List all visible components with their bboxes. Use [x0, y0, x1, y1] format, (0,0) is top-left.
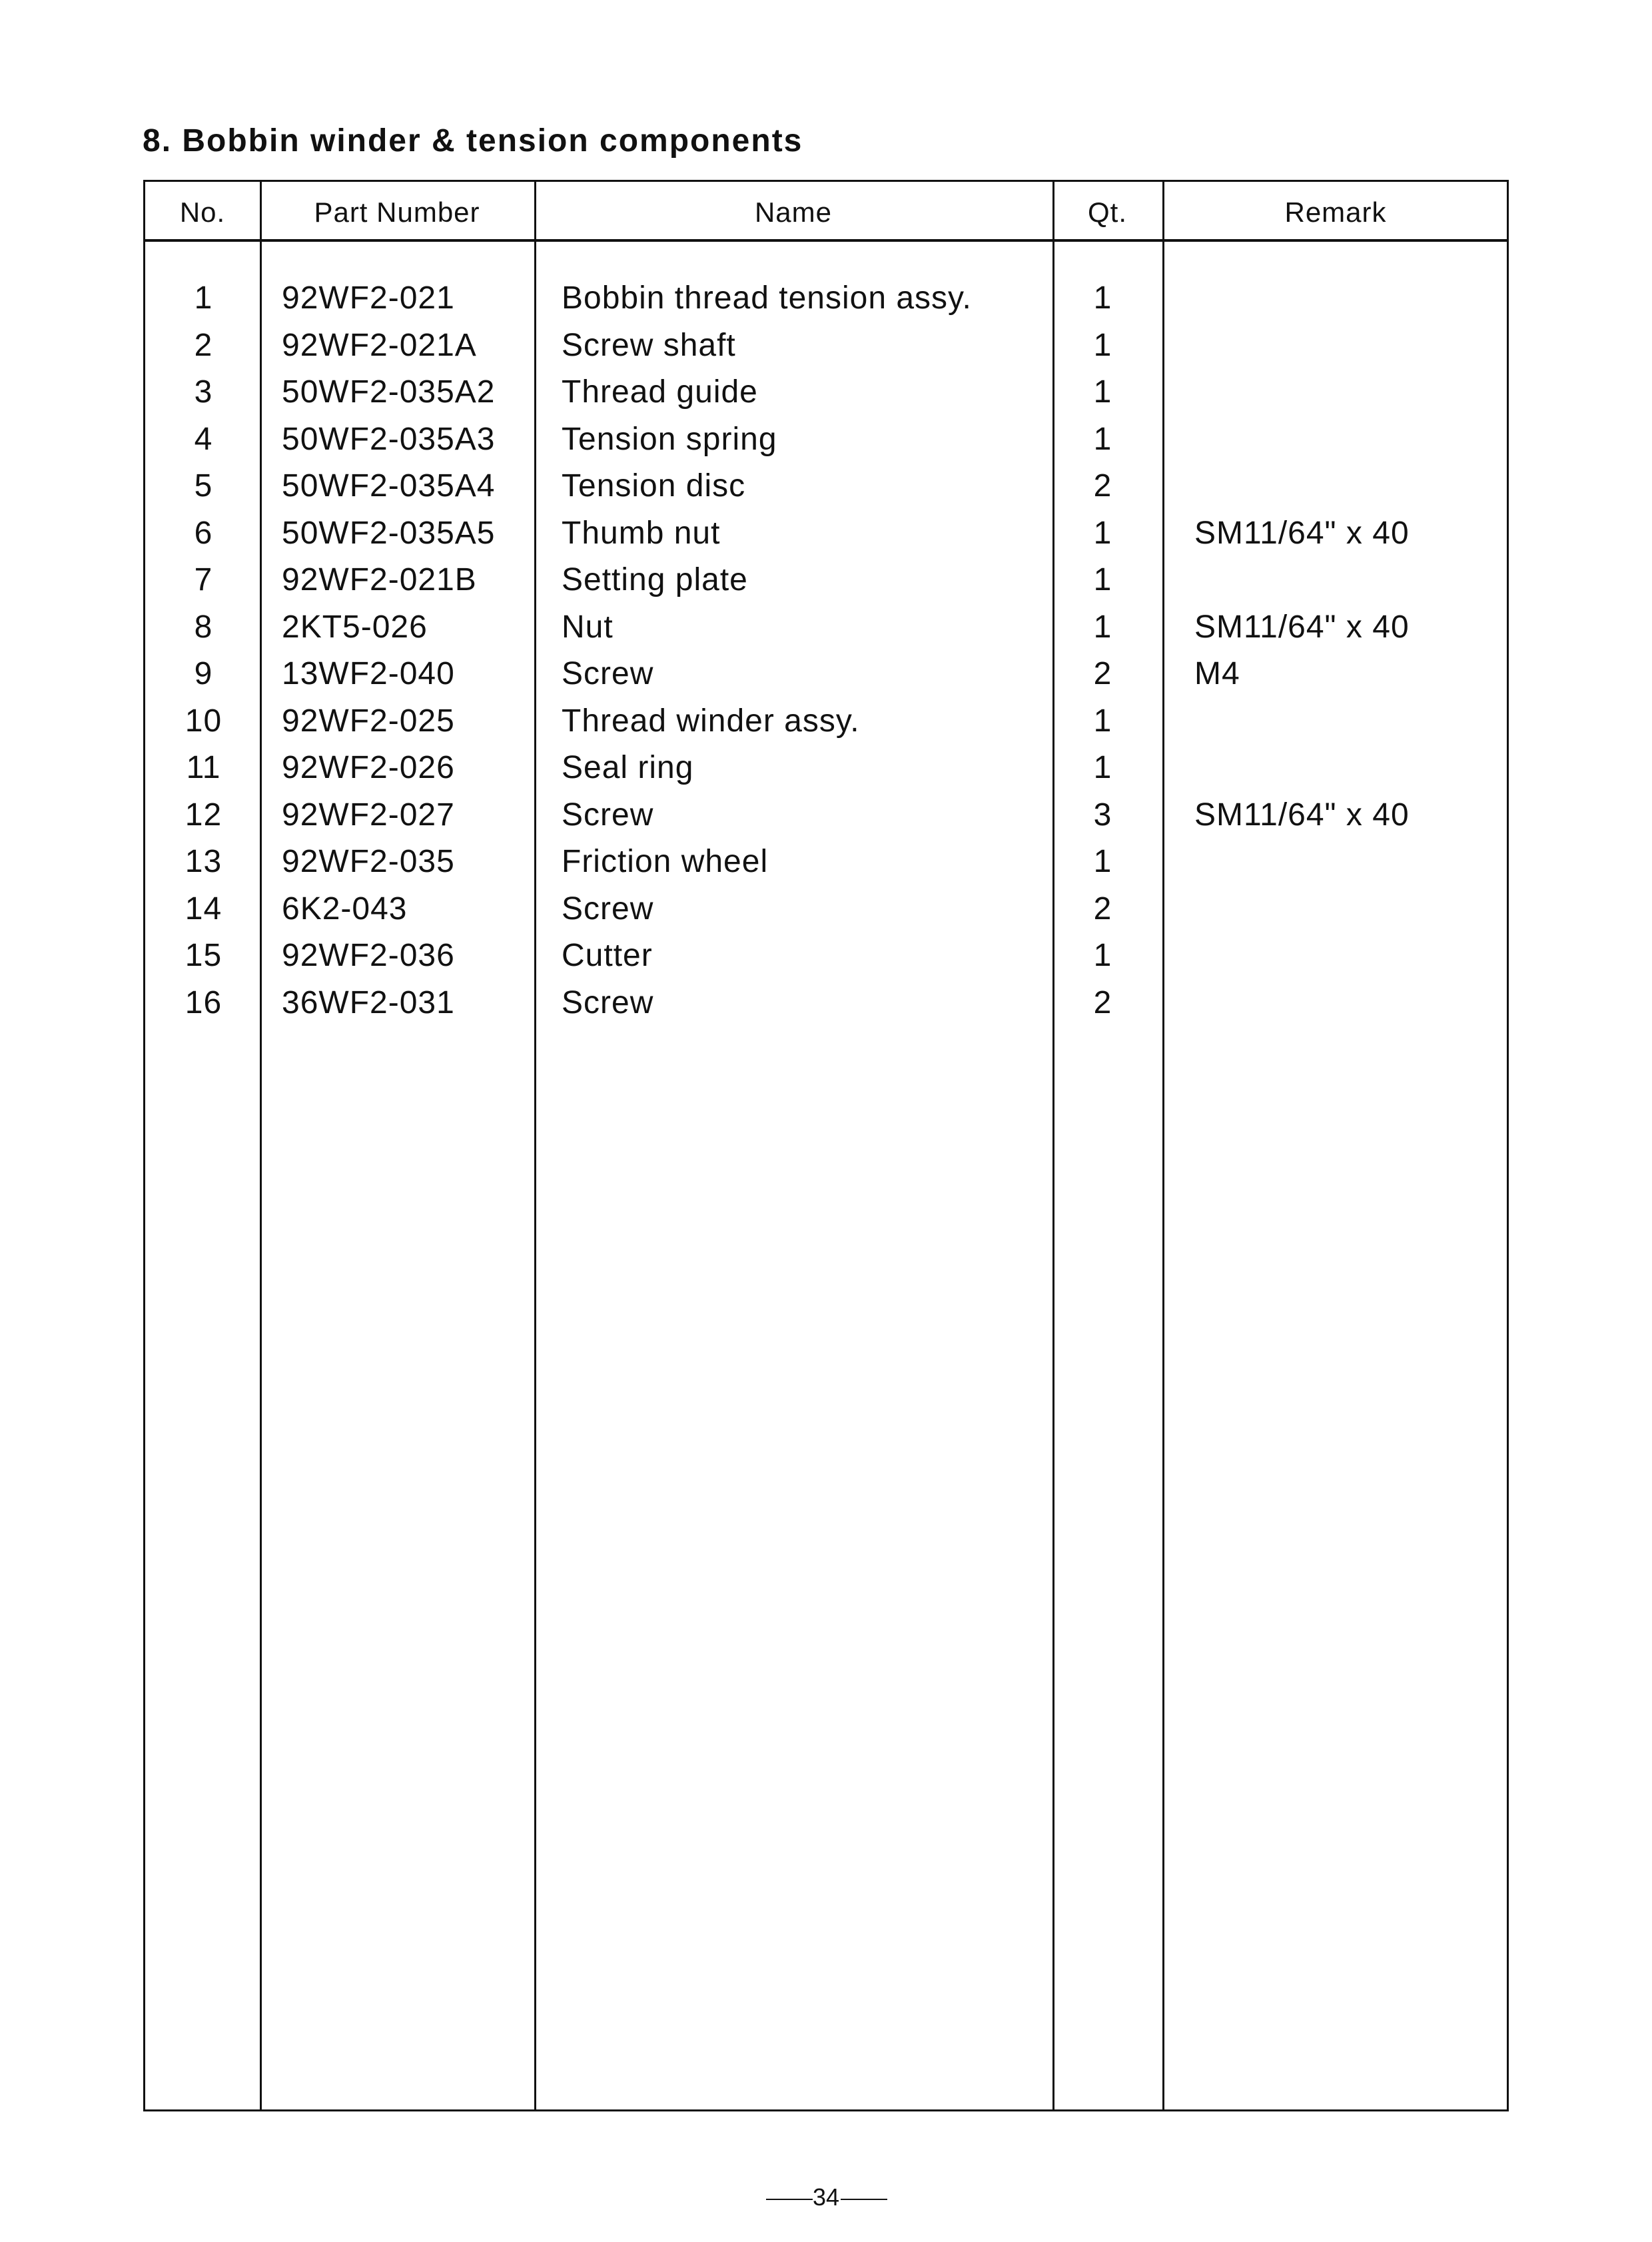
cell-no: 8 [194, 609, 213, 645]
cell-remark [1194, 275, 1501, 322]
cell-name: Screw [562, 797, 654, 833]
table-header [145, 182, 1507, 241]
cell-remark [1194, 933, 1501, 980]
cell-no: 5 [194, 468, 213, 504]
cell-remark [1194, 463, 1501, 510]
header-name: Name [754, 196, 833, 228]
cell-no: 2 [194, 327, 213, 363]
cell-name: Thumb nut [562, 515, 721, 551]
cell-part-number: 50WF2-035A4 [282, 468, 496, 504]
table-row [145, 698, 1507, 745]
cell-qt: 1 [1093, 938, 1112, 973]
cell-no: 16 [185, 984, 222, 1020]
cell-no: 7 [194, 562, 213, 597]
cell-qt: 1 [1093, 562, 1112, 597]
cell-qt: 1 [1093, 280, 1112, 316]
cell-part-number: 92WF2-021A [282, 327, 477, 363]
table-row [145, 886, 1507, 933]
cell-qt: 1 [1093, 515, 1112, 551]
cell-no: 14 [185, 891, 222, 927]
cell-name: Tension disc [562, 468, 746, 504]
cell-part-number: 92WF2-027 [282, 797, 455, 833]
cell-qt: 1 [1093, 327, 1112, 363]
table-row [145, 980, 1507, 1027]
page-number: 34 [812, 2183, 840, 2211]
cell-no: 12 [185, 797, 222, 833]
header-part-number: Part Number [314, 196, 480, 228]
cell-part-number: 36WF2-031 [282, 984, 455, 1020]
cell-no: 9 [194, 656, 213, 691]
table-body [145, 275, 1507, 1026]
cell-part-number: 92WF2-025 [282, 703, 455, 739]
cell-no: 3 [194, 374, 213, 410]
table-row [145, 510, 1507, 558]
cell-name: Setting plate [562, 562, 748, 597]
table-row [145, 322, 1507, 370]
cell-name: Thread guide [562, 374, 758, 410]
table-row [145, 604, 1507, 651]
cell-name: Screw [562, 984, 654, 1020]
cell-name: Bobbin thread tension assy. [562, 280, 972, 316]
cell-part-number: 92WF2-036 [282, 938, 455, 973]
cell-name: Cutter [562, 938, 653, 973]
table-row [145, 651, 1507, 698]
cell-name: Tension spring [562, 421, 777, 457]
cell-part-number: 50WF2-035A5 [282, 515, 496, 551]
section-title: 8. Bobbin winder & tension components [143, 123, 803, 159]
cell-part-number: 6K2-043 [282, 891, 408, 927]
cell-remark [1194, 886, 1501, 933]
cell-remark [1194, 369, 1501, 416]
parts-table [143, 180, 1509, 2111]
cell-part-number: 50WF2-035A2 [282, 374, 496, 410]
cell-name: Friction wheel [562, 844, 769, 879]
cell-no: 15 [185, 938, 222, 973]
cell-no: 1 [194, 280, 213, 316]
cell-no: 6 [194, 515, 213, 551]
cell-qt: 2 [1093, 891, 1112, 927]
cell-qt: 1 [1093, 750, 1112, 785]
table-row [145, 369, 1507, 416]
cell-part-number: 13WF2-040 [282, 656, 455, 691]
table-row [145, 839, 1507, 886]
table-row [145, 416, 1507, 464]
header-underline [145, 240, 1507, 242]
table-row [145, 463, 1507, 510]
table-row [145, 745, 1507, 792]
cell-no: 4 [194, 421, 213, 457]
cell-qt: 1 [1093, 844, 1112, 879]
cell-qt: 1 [1093, 374, 1112, 410]
table-row [145, 933, 1507, 980]
cell-no: 13 [185, 844, 222, 879]
cell-qt: 2 [1093, 468, 1112, 504]
cell-part-number: 92WF2-026 [282, 750, 455, 785]
table-row [145, 792, 1507, 839]
cell-part-number: 50WF2-035A3 [282, 421, 496, 457]
cell-remark [1194, 745, 1501, 792]
cell-qt: 2 [1093, 656, 1112, 691]
cell-name: Seal ring [562, 750, 694, 785]
cell-remark [1194, 322, 1501, 370]
cell-remark [1194, 557, 1501, 604]
header-no: No. [179, 196, 226, 228]
cell-name: Screw shaft [562, 327, 736, 363]
cell-name: Screw [562, 656, 654, 691]
cell-part-number: 2KT5-026 [282, 609, 428, 645]
cell-qt: 1 [1093, 609, 1112, 645]
cell-no: 10 [185, 703, 222, 739]
cell-qt: 1 [1093, 421, 1112, 457]
cell-part-number: 92WF2-021 [282, 280, 455, 316]
cell-part-number: 92WF2-035 [282, 844, 455, 879]
cell-remark [1194, 980, 1501, 1027]
cell-name: Thread winder assy. [562, 703, 860, 739]
cell-remark [1194, 698, 1501, 745]
cell-remark: M4 [1194, 656, 1240, 691]
cell-remark: SM11/64" x 40 [1194, 609, 1410, 645]
cell-remark: SM11/64" x 40 [1194, 515, 1410, 551]
cell-no: 11 [186, 750, 221, 785]
header-remark: Remark [1284, 196, 1387, 228]
cell-remark [1194, 839, 1501, 886]
page-number-dash-right [841, 2199, 887, 2200]
header-qt: Qt. [1087, 196, 1127, 228]
cell-qt: 2 [1093, 984, 1112, 1020]
table-row [145, 557, 1507, 604]
cell-qt: 1 [1093, 703, 1112, 739]
cell-name: Screw [562, 891, 654, 927]
cell-name: Nut [562, 609, 614, 645]
cell-part-number: 92WF2-021B [282, 562, 477, 597]
cell-remark: SM11/64" x 40 [1194, 797, 1410, 833]
table-row [145, 275, 1507, 322]
cell-remark [1194, 416, 1501, 464]
cell-qt: 3 [1093, 797, 1112, 833]
